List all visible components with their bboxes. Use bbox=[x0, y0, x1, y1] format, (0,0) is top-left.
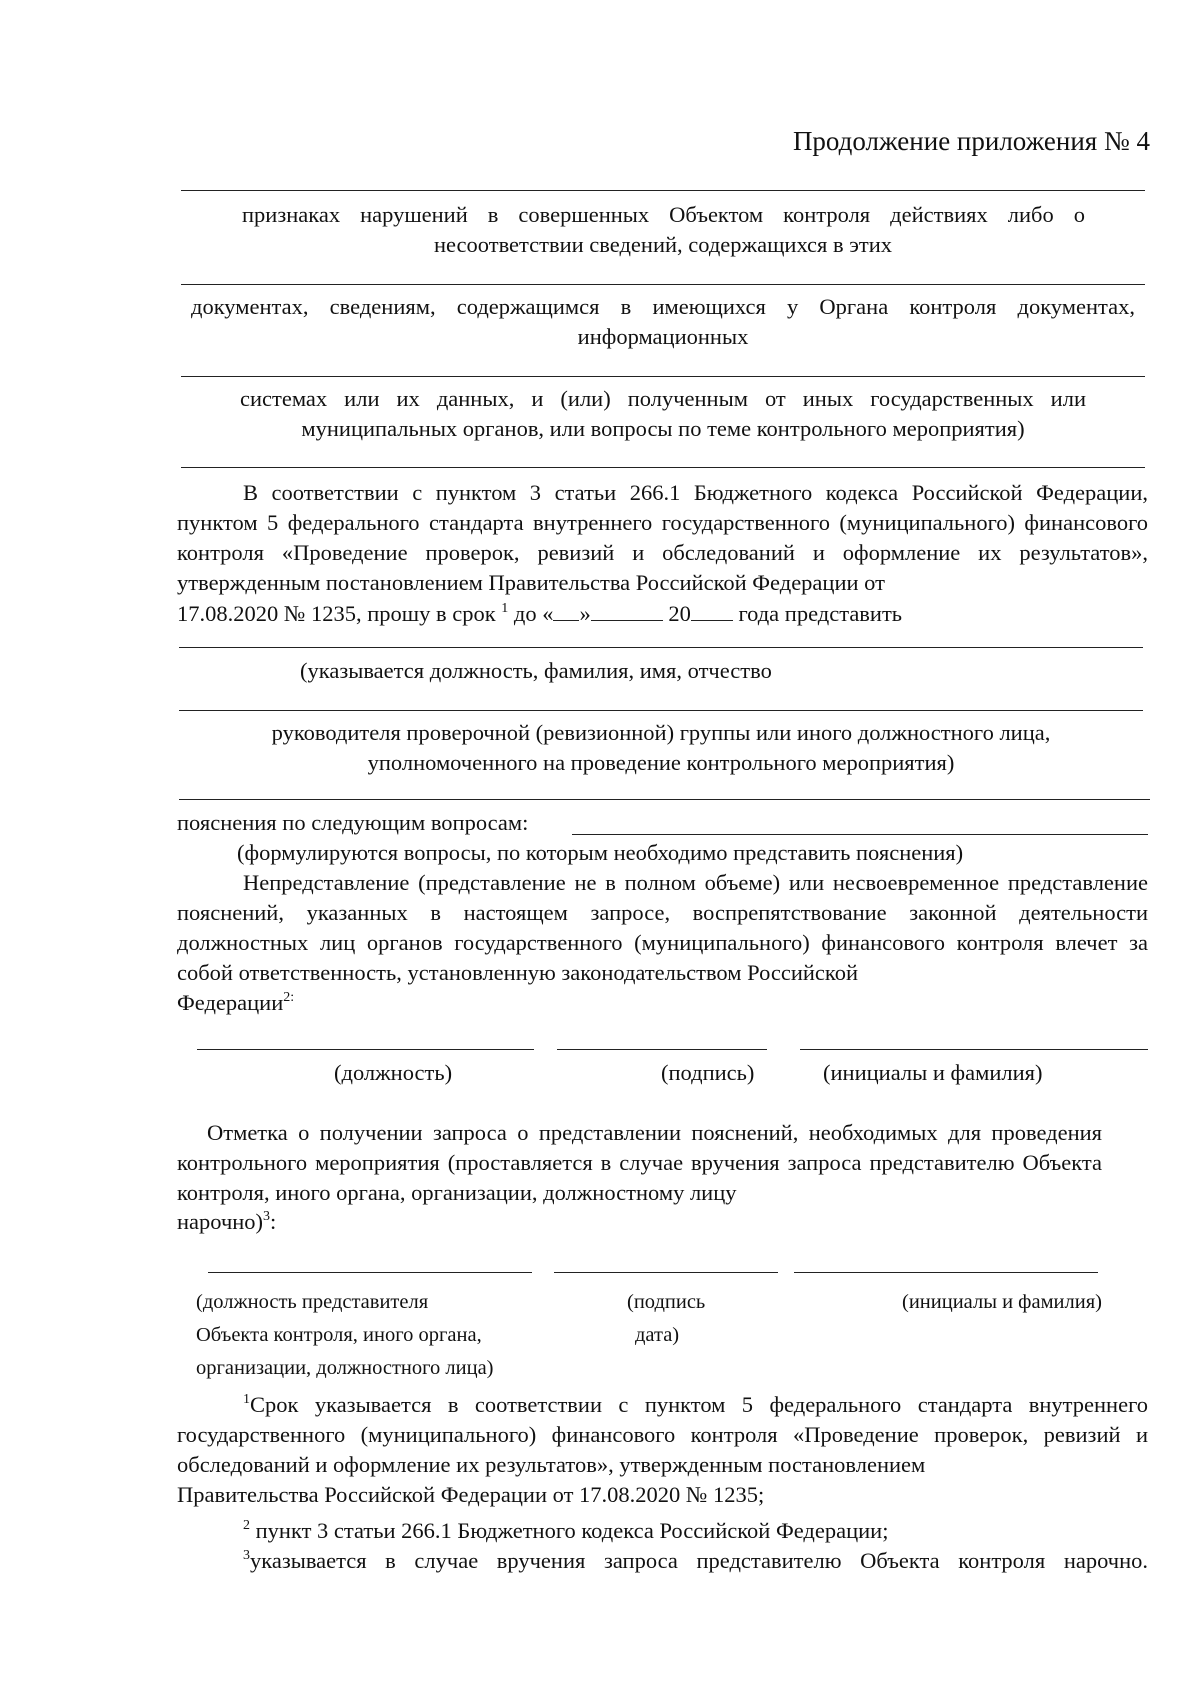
year-field[interactable] bbox=[691, 598, 733, 621]
signature-line[interactable] bbox=[557, 1049, 767, 1050]
blank-line-5[interactable] bbox=[179, 799, 1150, 800]
month-field[interactable] bbox=[591, 598, 663, 621]
liability-last-line: Федерации$^{2:}$ bbox=[177, 990, 295, 1015]
footnote-1-last-line: Правительства Российской Федерации от 17.08.2020 № 1235; bbox=[177, 1482, 765, 1507]
questions-label: пояснения по следующим вопросам: bbox=[177, 810, 529, 835]
questions-caption: (формулируются вопросы, по которым необходимо представить пояснения) bbox=[237, 840, 964, 865]
day-field[interactable] bbox=[553, 598, 579, 621]
caption-violations: признаках нарушений в совершенных Объектом контроля действиях либо о несоответствии сведений, содержащихся в этих bbox=[242, 202, 1085, 257]
footnote-3: $^3$указывается в случае вручения запроса представителю Объекта контроля нарочно. bbox=[243, 1548, 1148, 1573]
receipt-signature-line[interactable] bbox=[554, 1272, 778, 1273]
position-sign-line[interactable] bbox=[197, 1049, 534, 1050]
paragraph-request: В соответствии с пунктом 3 статьи 266.1 Бюджетного кодекса Российской Федерации, пунктом 5 федерального стандарта внутреннего государственного (муниципального) финансового контроля «Проведение проверок, ревизий и обследований и оформление их результатов», утвержденным постановлением Правительства Российской Федерации от bbox=[177, 480, 1148, 595]
footnote-ref-3: 3 bbox=[263, 1209, 271, 1224]
footnote-ref-1: 1 bbox=[501, 601, 509, 616]
footnote-1: $^1$Срок указывается в соответствии с пунктом 5 федерального стандарта внутреннего государственного (муниципального) финансового контроля «Проведение проверок, ревизий и обследований и оформление их результатов», утвержденным постановлением bbox=[177, 1392, 1148, 1477]
receipt-position-line[interactable] bbox=[208, 1272, 532, 1273]
deadline-line: 17.08.2020 № 1235, прошу в срок $^1$ до « » 20 года представить bbox=[177, 598, 1148, 629]
questions-field[interactable] bbox=[572, 834, 1148, 835]
footnote-ref-2: 2: bbox=[283, 990, 295, 1005]
receipt-name-caption: (инициалы и фамилия) bbox=[902, 1291, 1102, 1313]
receipt-position-caption: (должность представителя Объекта контроля, иного органа, организации, должностного лица) bbox=[196, 1291, 494, 1379]
caption-group-leader: руководителя проверочной (ревизионной) группы или иного должностного лица, уполномоченного на проведение контрольного мероприятия) bbox=[271, 720, 1051, 775]
signature-label: (подпись) bbox=[661, 1060, 755, 1085]
blank-line-4 bbox=[181, 467, 1145, 468]
caption-documents: документах, сведениям, содержащимся в имеющихся у Органа контроля документах, информационных bbox=[191, 294, 1135, 349]
receipt-signature-caption: (подпись дата) bbox=[627, 1291, 706, 1346]
blank-line-1 bbox=[181, 190, 1145, 191]
blank-line-3 bbox=[181, 376, 1145, 377]
page-header: Продолжение приложения № 4 bbox=[792, 126, 1150, 156]
caption-official: (указывается должность, фамилия, имя, отчество bbox=[300, 658, 772, 683]
receipt-name-line[interactable] bbox=[794, 1272, 1098, 1273]
receipt-paragraph: Отметка о получении запроса о представлении пояснений, необходимых для проведения контрольного мероприятия (проставляется в случае вручения запроса представителю Объекта контроля, иного органа, организации, должностному лицу bbox=[177, 1120, 1102, 1205]
name-label: (инициалы и фамилия) bbox=[823, 1060, 1043, 1085]
footnote-2: $^2$ пункт 3 статьи 266.1 Бюджетного кодекса Российской Федерации; bbox=[243, 1518, 889, 1543]
receipt-last-line: нарочно)$^3$: bbox=[177, 1209, 277, 1234]
position-label: (должность) bbox=[334, 1060, 453, 1085]
blank-line-2 bbox=[181, 284, 1145, 285]
blank-line-official[interactable] bbox=[179, 647, 1143, 648]
blank-line-official-2[interactable] bbox=[179, 710, 1143, 711]
name-sign-line[interactable] bbox=[800, 1049, 1148, 1050]
paragraph-liability: Непредставление (представление не в полном объеме) или несвоевременное представление пояснений, указанных в настоящем запросе, воспрепятствование законной деятельности должностных лиц органов государственного (муниципального) финансового контроля влечет за собой ответственность, установленную законодательством Российской bbox=[177, 870, 1148, 985]
caption-systems: системах или их данных, и (или) полученным от иных государственных или муниципальных органов, или вопросы по теме контрольного мероприятия) bbox=[240, 386, 1086, 441]
